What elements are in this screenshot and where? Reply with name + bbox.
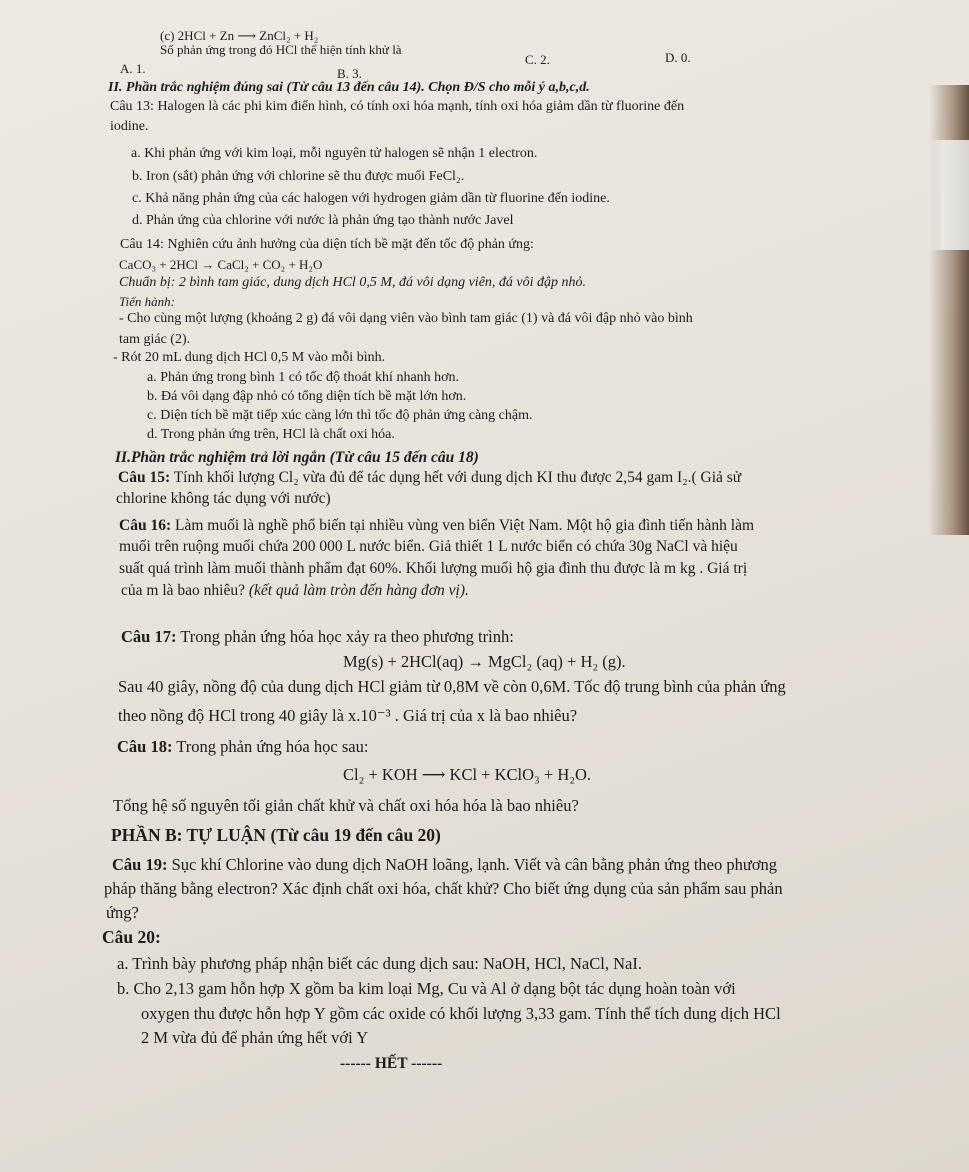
q14-steps-label: Tiến hành:: [119, 294, 175, 309]
q18-line1: Câu 18: Trong phản ứng hóa học sau:: [117, 737, 369, 756]
q15-line2: chlorine không tác dụng với nước): [116, 490, 331, 507]
q20-a: a. Trình bày phương pháp nhận biết các dung dịch sau: NaOH, HCl, NaCl, NaI.: [117, 954, 642, 973]
q13-d: d. Phản ứng của chlorine với nước là phản ứng tạo thành nước Javel: [132, 213, 514, 228]
q14-prep: Chuẩn bị: 2 bình tam giác, dung dịch HCl 0,5 M, đá vôi dạng viên, đá vôi đập nhỏ.: [119, 275, 587, 290]
q13-line2: iodine.: [110, 119, 149, 134]
q19-line1: Câu 19: Sục khí Chlorine vào dung dịch NaOH loãng, lạnh. Viết và cân bằng phản ứng theo phương: [112, 855, 778, 874]
option-a: A. 1.: [120, 61, 146, 76]
q13-c: c. Khả năng phản ứng của các halogen với hydrogen giảm dần từ fluorine đến iodine.: [132, 191, 610, 206]
part3-heading: II.Phần trắc nghiệm trả lời ngắn (Từ câu 15 đến câu 18): [115, 449, 479, 466]
q20-b1: b. Cho 2,13 gam hỗn hợp X gồm ba kim loại Mg, Cu và Al ở dạng bột tác dụng hoàn toàn với: [117, 979, 736, 998]
reaction-c: (c) 2HCl + Zn ⟶ ZnCl₂ + H₂: [160, 28, 319, 43]
q14-step1b: tam giác (2).: [119, 332, 191, 347]
q19-line2: pháp thăng bằng electron? Xác định chất oxi hóa, chất khử? Cho biết ứng dụng của sản phẩm sau phản: [104, 879, 783, 898]
q17-line1: Câu 17: Trong phản ứng hóa học xảy ra theo phương trình:: [121, 627, 514, 646]
q14-step2: - Rót 20 mL dung dịch HCl 0,5 M vào mỗi bình.: [113, 350, 386, 365]
option-b: B. 3.: [337, 66, 362, 81]
q18-line2: Tổng hệ số nguyên tối giản chất khử và chất oxi hóa hóa là bao nhiêu?: [113, 796, 579, 815]
q14-equation: CaCO₃ + 2HCl → CaCl₂ + CO₂ + H₂O: [119, 257, 323, 272]
question-text: Số phản ứng trong đó HCl thể hiện tính khử là: [160, 42, 402, 57]
q16-line1: Câu 16: Làm muối là nghề phổ biến tại nhiều vùng ven biển Việt Nam. Một hộ gia đình tiến hành làm: [119, 517, 755, 534]
q16-line3: suất quá trình làm muối thành phẩm đạt 60%. Khối lượng muối hộ gia đình thu được là m kg . Giá trị: [119, 560, 748, 577]
q19-line3: ứng?: [106, 903, 139, 922]
q14-b: b. Đá vôi dạng đập nhỏ có tổng diện tích bề mặt lớn hơn.: [147, 389, 467, 404]
stacked-pages-edge: [925, 140, 969, 250]
q20-b2: oxygen thu được hỗn hợp Y gồm các oxide có khối lượng 3,33 gam. Tính thể tích dung dịch HCl: [141, 1004, 781, 1023]
q14-c: c. Diện tích bề mặt tiếp xúc càng lớn thì tốc độ phản ứng càng chậm.: [147, 408, 533, 423]
q13-a: a. Khi phản ứng với kim loại, mỗi nguyên tử halogen sẽ nhận 1 electron.: [131, 146, 538, 161]
q16-line2: muối trên ruộng muối chứa 200 000 L nước biển. Giả thiết 1 L nước biển có chứa 30g NaCl và hiệu: [119, 538, 738, 555]
q17-equation: Mg(s) + 2HCl(aq) → MgCl₂ (aq) + H₂ (g).: [343, 652, 626, 671]
q17-line2: Sau 40 giây, nồng độ của dung dịch HCl giảm từ 0,8M về còn 0,6M. Tốc độ trung bình của phản ứng: [118, 677, 786, 696]
part2-heading: II. Phần trắc nghiệm đúng sai (Từ câu 13 đến câu 14). Chọn Đ/S cho mỗi ý a,b,c,d.: [108, 80, 590, 95]
q14-line1: Câu 14: Nghiên cứu ảnh hưởng của diện tích bề mặt đến tốc độ phản ứng:: [120, 237, 534, 252]
option-c: C. 2.: [525, 52, 550, 67]
q13-line1: Câu 13: Halogen là các phi kim điển hình, có tính oxi hóa mạnh, tính oxi hóa giảm dần từ fluorine đến: [110, 99, 685, 114]
q17-line3: theo nồng độ HCl trong 40 giây là x.10⁻³ . Giá trị của x là bao nhiêu?: [118, 706, 578, 725]
q15-line1: Câu 15: Tính khối lượng Cl₂ vừa đủ để tác dụng hết với dung dịch KI thu được 2,54 gam I₂.( Giả sử: [118, 469, 742, 486]
q14-a: a. Phản ứng trong bình 1 có tốc độ thoát khí nhanh hơn.: [147, 370, 460, 385]
q16-line4: của m là bao nhiêu? (kết quả làm tròn đến hàng đơn vị).: [121, 582, 469, 599]
q13-b: b. Iron (sắt) phản ứng với chlorine sẽ thu được muối FeCl₂.: [132, 169, 465, 184]
option-d: D. 0.: [665, 50, 691, 65]
partB-heading: PHẦN B: TỰ LUẬN (Từ câu 19 đến câu 20): [111, 825, 441, 845]
end-marker: ------ HẾT ------: [340, 1055, 443, 1072]
q20-label: Câu 20:: [102, 927, 161, 947]
q14-step1a: - Cho cùng một lượng (khoảng 2 g) đá vôi dạng viên vào bình tam giác (1) và đá vôi đập nhỏ vào bình: [119, 311, 693, 326]
q14-d: d. Trong phản ứng trên, HCl là chất oxi hóa.: [147, 427, 395, 442]
q18-equation: Cl₂ + KOH ⟶ KCl + KClO₃ + H₂O.: [343, 765, 592, 784]
q20-b3: 2 M vừa đủ để phản ứng hết với Y: [141, 1028, 369, 1047]
